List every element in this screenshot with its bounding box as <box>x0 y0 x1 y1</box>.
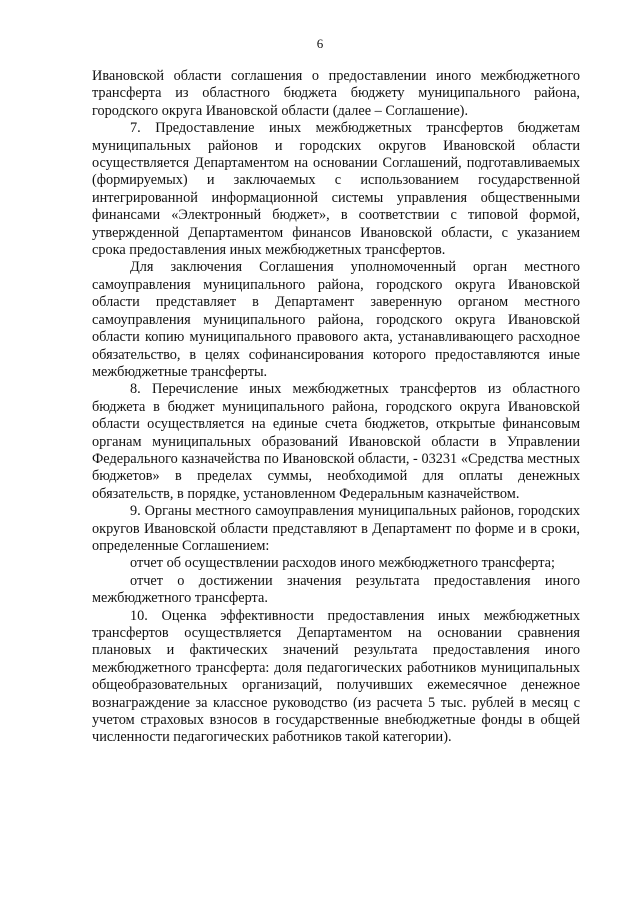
paragraph-continuation: Ивановской области соглашения о предоставлении иного межбюджетного трансферта из областного бюджета бюджету муниципального района, городского округа Ивановской области (далее – Соглашение). <box>92 68 580 119</box>
paragraph-agreement-conclusion: Для заключения Соглашения уполномоченный орган местного самоуправления муниципального района, городского округа Ивановской области представляет в Департамент заверенную органом местного самоуправления муниципального района, городского округа Ивановской области копию муниципального правового акта, устанавливающего расходное обязательство, в целях софинансирования которого предоставляются иные межбюджетные трансферты. <box>92 259 580 380</box>
paragraph-item-8: 8. Перечисление иных межбюджетных трансфертов из областного бюджета в бюджет муниципального района, городского округа Ивановской области осуществляется на единые счета бюджетов, открытые финансовым органам муниципальных образований Ивановской области в Управлении Федерального казначейства по Ивановской области, - 03231 «Средства местных бюджетов» в пределах суммы, необходимой для оплаты денежных обязательств, в порядке, установленном Федеральным казначейством. <box>92 381 580 502</box>
paragraph-report-expenses: отчет об осуществлении расходов иного межбюджетного трансферта; <box>130 555 555 572</box>
document-body <box>92 68 580 747</box>
paragraph-report-result: отчет о достижении значения результата предоставления иного межбюджетного трансферта. <box>92 572 580 607</box>
paragraph-item-9: 9. Органы местного самоуправления муниципальных районов, городских округов Ивановской области представляют в Департамент по форме и в сроки, определенные Соглашением: <box>92 503 580 554</box>
paragraph-item-7: 7. Предоставление иных межбюджетных трансфертов бюджетам муниципальных районов и городских округов Ивановской области осуществляется Департаментом на основании Соглашений, подготавливаемых (формируемых) и заключаемых с использованием государственной интегрированной информационной системы управления общественными финансами «Электронный бюджет», в соответствии с типовой формой, утвержденной Департаментом финансов Ивановской области, с указанием срока предоставления иных межбюджетных трансфертов. <box>92 120 580 259</box>
page-number: 6 <box>316 36 324 51</box>
paragraph-item-10: 10. Оценка эффективности предоставления иных межбюджетных трансфертов осуществляется Департаментом на основании сравнения плановых и фактических значений результата предоставления иного межбюджетного трансферта: доля педагогических работников муниципальных общеобразовательных организаций, получивших ежемесячное денежное вознаграждение за классное руководство (из расчета 5 тыс. рублей в месяц с учетом страховых взносов в государственные внебюджетные фонды в общей численности педагогических работников такой категории). <box>92 607 580 746</box>
